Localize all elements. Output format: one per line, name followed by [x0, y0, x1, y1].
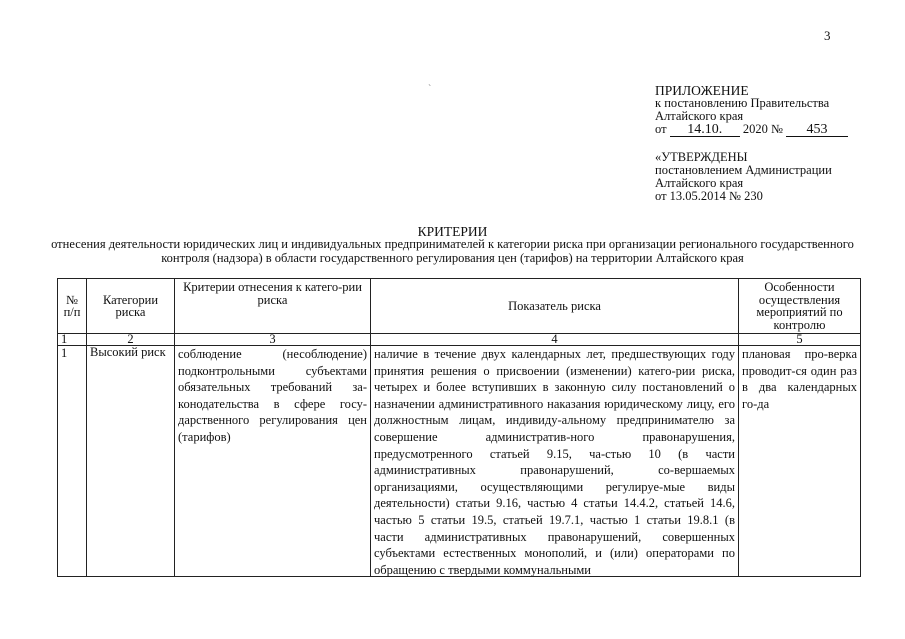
row-criteria: соблюдение (несоблюдение) подконтрольными субъектами обязательных требований за-конодательства в сфере госу-дарственного регулирования цен (тарифов)	[175, 346, 371, 577]
appendix-line-2: к постановлению Правительства	[655, 96, 830, 110]
appendix-block	[655, 84, 848, 137]
approved-block	[655, 151, 832, 203]
row-features: плановая про-верка проводит-ся один раз в два календарных го-да	[739, 346, 861, 577]
row-number: 1	[58, 346, 87, 577]
page-number: 3	[824, 28, 831, 43]
column-number-2: 2	[87, 334, 175, 346]
table-row	[58, 346, 861, 577]
approved-line-2: постановлением Администрации	[655, 163, 832, 177]
number-label: №	[770, 122, 783, 136]
approved-line-4: от 13.05.2014 № 230	[655, 189, 763, 203]
column-number-1: 1	[58, 334, 87, 346]
header-features: Особенности осуществления мероприятий по контролю	[739, 279, 861, 334]
row-category: Высокий риск	[87, 346, 175, 577]
from-label: от	[655, 122, 667, 136]
stray-mark: `	[428, 84, 432, 95]
column-number-3: 3	[175, 334, 371, 346]
appendix-date-line	[655, 123, 848, 137]
appendix-heading: ПРИЛОЖЕНИЕ	[655, 83, 749, 98]
approved-line-1: «УТВЕРЖДЕНЫ	[655, 150, 748, 164]
column-number-4: 4	[371, 334, 739, 346]
approved-line-3: Алтайского края	[655, 176, 744, 190]
criteria-table	[57, 278, 861, 577]
appendix-line-3: Алтайского края	[655, 109, 744, 123]
header-indicator: Показатель риска	[371, 279, 739, 334]
header-number: № п/п	[58, 279, 87, 334]
table-header-row	[58, 279, 861, 334]
row-indicator: наличие в течение двух календарных лет, предшествующих году принятия решения о присвоении (изменении) катего-рии риска, четырех и более вступивших в законную силу постановлений о назначении административного наказания юридическому лицу, его должностным лицам, индивиду-альному предпринимателю за совершение административ-ного правонарушения, предусмотренного статьей 9.15, ча-стью 10 (в части административных правонарушений, со-вершаемых организациями, осуществляющими регулируе-мые виды деятельности) статьи 9.16, частью 4 статьи 14.4.2, статьей 14.6, частью 5 статьи 19.5, статьей 19.7.1, частью 1 статьи 19.8.1 (в части административных правонарушений, совершенных субъектами естественных монополий, и (или) операторами по обращению с твердыми коммунальными	[374, 347, 735, 576]
document-title: КРИТЕРИИ	[417, 224, 488, 239]
column-number-row	[58, 334, 861, 346]
header-category: Категории риска	[87, 279, 175, 334]
document-subtitle: отнесения деятельности юридических лиц и индивидуальных предпринимателей к категории риска при организации регионального государственного контроля (надзора) в области государственного регулирования цен (тарифов) на территории Алтайского края	[51, 237, 854, 265]
header-criteria: Критерии отнесения к катего-рии риска	[175, 279, 371, 334]
appendix-number: 453	[786, 124, 848, 137]
appendix-date: 14.10.	[670, 124, 740, 137]
appendix-year: 2020	[742, 122, 768, 136]
column-number-5: 5	[739, 334, 861, 346]
